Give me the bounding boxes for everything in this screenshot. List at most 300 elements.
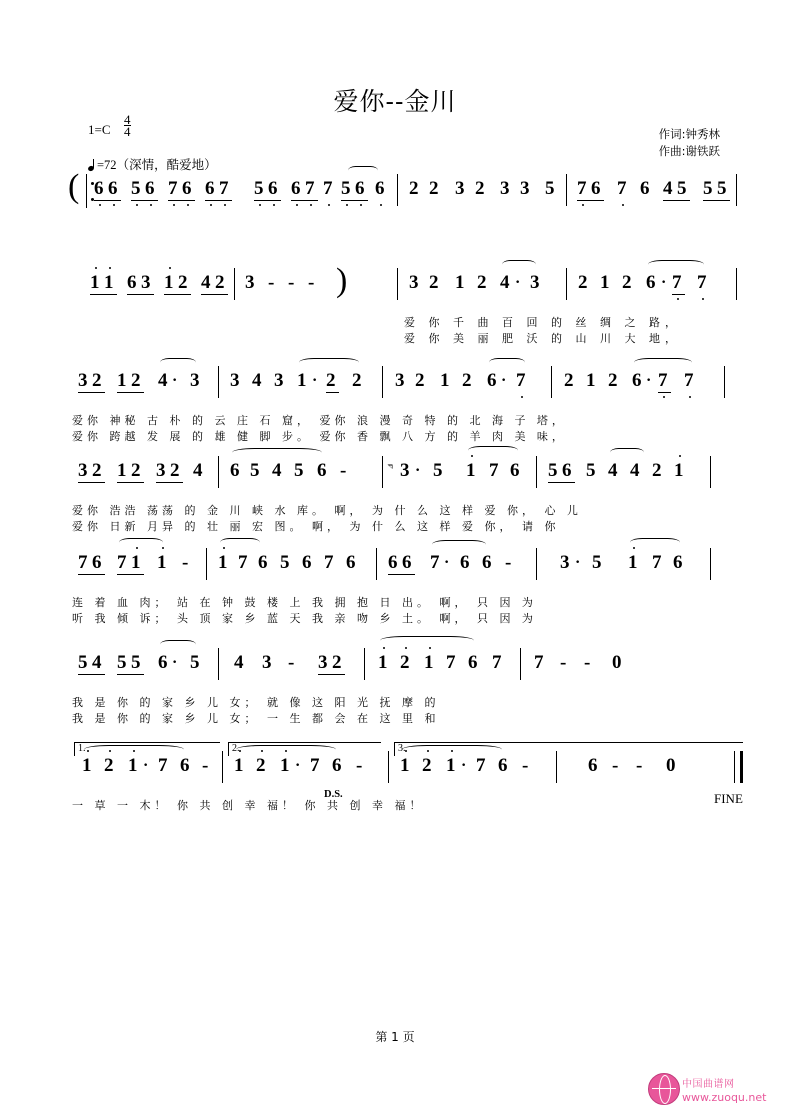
note: 6 (332, 755, 342, 776)
note: 5 (548, 460, 558, 481)
note: 7 (323, 178, 333, 199)
barline (364, 648, 365, 680)
note: 5 (131, 178, 141, 199)
octave-dot-above (679, 455, 681, 457)
time-signature-numerator: 4 (124, 112, 131, 127)
beam-line (318, 674, 345, 675)
lyric-line: 爱 你 美 丽 肥 沃 的 山 川 大 地， (404, 332, 681, 345)
octave-dot-below (273, 204, 275, 206)
note: 7 (489, 460, 499, 481)
note: 6 (158, 652, 168, 673)
note: 2 (400, 652, 410, 673)
beam-line (663, 200, 690, 201)
note: 1 (90, 272, 100, 293)
note: 6 (355, 178, 365, 199)
octave-dot-above (429, 647, 431, 649)
site-logo (648, 1069, 776, 1109)
note: 6 (498, 755, 508, 776)
note: 7 (310, 755, 320, 776)
note: 1 (600, 272, 610, 293)
beam-line (94, 200, 121, 201)
note: 2 (429, 178, 439, 199)
note: 3 (409, 272, 419, 293)
note: 4 (234, 652, 244, 673)
beam-line (131, 200, 158, 201)
tempo-marking (88, 155, 217, 173)
note: 2 (131, 460, 141, 481)
beam-line (388, 574, 415, 575)
beam-line (341, 200, 368, 201)
quarter-note-icon (88, 159, 97, 171)
tie-dash: - (288, 272, 295, 293)
beam-line (78, 674, 105, 675)
note: 7 (117, 552, 127, 573)
note: 2 (170, 460, 180, 481)
barline (724, 366, 725, 398)
repeat-end-paren: ) (336, 262, 348, 299)
note: 6 (673, 552, 683, 573)
note: 6 (588, 755, 598, 776)
tie-dash: - (560, 652, 567, 673)
note: 6 (108, 178, 118, 199)
note: 4 (252, 370, 262, 391)
slur (299, 358, 359, 367)
note: 1 (131, 552, 141, 573)
octave-dot-below (187, 204, 189, 206)
note: 5 (78, 652, 88, 673)
slur (489, 358, 525, 367)
note: 1 (128, 755, 138, 776)
note: 1 (117, 370, 127, 391)
note: 2 (415, 370, 425, 391)
barline (388, 751, 389, 783)
note: 2 (608, 370, 618, 391)
note: 5 (586, 460, 596, 481)
note: 7 (324, 552, 334, 573)
octave-dot-below (99, 204, 101, 206)
note: 1 (378, 652, 388, 673)
note: 3 (190, 370, 200, 391)
tie-dash: - (182, 552, 189, 573)
lyric-line: 爱你 浩浩 荡荡 的 金 川 峡 水 库。 啊， 为 什 么 这 样 爱 你， 心 儿 (72, 504, 582, 517)
note: 4 (630, 460, 640, 481)
note: 6 (291, 178, 301, 199)
beam-line (78, 482, 105, 483)
fine-marking: FINE (714, 791, 743, 806)
octave-dot-below (622, 204, 624, 206)
octave-dot-below (521, 396, 523, 398)
augmentation-dot: · (515, 274, 521, 291)
note: 4 (272, 460, 282, 481)
barline (566, 268, 567, 300)
note: 7 (446, 652, 456, 673)
volta-label-3: 3. (398, 743, 406, 754)
segno-icon: 𝅐 (387, 450, 394, 474)
note: 7 (78, 552, 88, 573)
note: 6 (127, 272, 137, 293)
augmentation-dot: · (461, 757, 467, 774)
note: 0 (666, 755, 676, 776)
octave-dot-below (113, 204, 115, 206)
note: 6 (388, 552, 398, 573)
note: 2 (564, 370, 574, 391)
note: 5 (131, 652, 141, 673)
octave-dot-below (210, 204, 212, 206)
barline (710, 548, 711, 580)
slur (232, 448, 322, 457)
barline (566, 174, 567, 206)
note: 2 (92, 460, 102, 481)
beam-line (548, 482, 575, 483)
note: 1 (466, 460, 476, 481)
note: 6 (92, 552, 102, 573)
beam-line (117, 674, 144, 675)
octave-dot-below (663, 396, 665, 398)
slur (119, 538, 163, 547)
note: 7 (430, 552, 440, 573)
beam-line (254, 200, 281, 201)
note: 7 (534, 652, 544, 673)
octave-dot-below (259, 204, 261, 206)
note: 6 (317, 460, 327, 481)
note: 3 (78, 370, 88, 391)
note: 4 (92, 652, 102, 673)
slur (220, 538, 260, 547)
logo-text-url: www.zuoqu.net (682, 1091, 767, 1104)
tie-dash: - (308, 272, 315, 293)
barline (382, 366, 383, 398)
note: 6 (182, 178, 192, 199)
note: 2 (178, 272, 188, 293)
augmentation-dot: · (295, 757, 301, 774)
augmentation-dot: · (661, 274, 667, 291)
note: 1 (117, 460, 127, 481)
beam-line (201, 294, 228, 295)
credit-lyricist: 作词:钟秀林 (658, 127, 720, 141)
slur (610, 448, 644, 457)
note: 2 (652, 460, 662, 481)
note: 1 (455, 272, 465, 293)
note: 7 (617, 178, 627, 199)
note: 6 (562, 460, 572, 481)
beam-line (703, 200, 730, 201)
slur (160, 640, 196, 649)
augmentation-dot: · (415, 462, 421, 479)
note: 1 (280, 755, 290, 776)
time-signature-denominator: 4 (124, 124, 131, 139)
slur (236, 745, 336, 754)
note: 5 (280, 552, 290, 573)
lyric-line: 爱你 日新 月异 的 壮 丽 宏 图。 啊， 为 什 么 这 样 爱 你， 请 你 (72, 520, 560, 533)
note: 1 (674, 460, 684, 481)
note: 1 (424, 652, 434, 673)
note: 1 (164, 272, 174, 293)
note: 7 (238, 552, 248, 573)
note: 2 (215, 272, 225, 293)
tie-dash: - (612, 755, 619, 776)
octave-dot-above (95, 267, 97, 269)
note: 1 (104, 272, 114, 293)
note: 5 (433, 460, 443, 481)
octave-dot-above (471, 455, 473, 457)
repeat-start-barline: ( (68, 168, 80, 205)
octave-dot-below (582, 204, 584, 206)
augmentation-dot: · (646, 372, 652, 389)
barline (218, 366, 219, 398)
slur (648, 260, 704, 269)
note: 6 (375, 178, 385, 199)
note: 7 (219, 178, 229, 199)
beam-line (164, 294, 191, 295)
note: 7 (652, 552, 662, 573)
barline (382, 456, 383, 488)
note: 6 (487, 370, 497, 391)
note: 3 (245, 272, 255, 293)
note: 1 (586, 370, 596, 391)
note: 5 (703, 178, 713, 199)
beam-line (78, 574, 105, 575)
lyric-line: 爱 你 千 曲 百 回 的 丝 绸 之 路， (404, 316, 681, 329)
note: 2 (352, 370, 362, 391)
beam-line (326, 392, 339, 393)
note: 2 (104, 755, 114, 776)
note: 3 (156, 460, 166, 481)
beam-line (127, 294, 154, 295)
tie-dash: - (288, 652, 295, 673)
note: 7 (658, 370, 668, 391)
note: 5 (677, 178, 687, 199)
credit-composer: 作曲:谢铁跃 (658, 144, 720, 158)
note: 3 (400, 460, 410, 481)
octave-dot-below (380, 204, 382, 206)
note: 3 (530, 272, 540, 293)
note: 1 (218, 552, 228, 573)
octave-dot-above (169, 267, 171, 269)
barline (218, 456, 219, 488)
tie-dash: - (268, 272, 275, 293)
octave-dot-above (633, 547, 635, 549)
note: 3 (274, 370, 284, 391)
note: 4 (201, 272, 211, 293)
slur (630, 538, 680, 547)
note: 3 (395, 370, 405, 391)
volta-label-1: 1. (78, 743, 86, 754)
time-signature (124, 114, 131, 137)
note: 6 (646, 272, 656, 293)
barline (536, 456, 537, 488)
beam-line (117, 392, 144, 393)
credits (659, 126, 720, 160)
octave-dot-below (224, 204, 226, 206)
lyric-line: 连 着 血 肉； 站 在 钟 鼓 楼 上 我 拥 抱 日 出。 啊， 只 因 为 (72, 596, 537, 609)
note: 3 (500, 178, 510, 199)
note: 6 (632, 370, 642, 391)
slur (160, 358, 196, 367)
note: 3 (78, 460, 88, 481)
note: 7 (697, 272, 707, 293)
beam-line (577, 200, 604, 201)
volta-label-2: 2. (232, 743, 240, 754)
note: 5 (190, 652, 200, 673)
octave-dot-below (328, 204, 330, 206)
octave-dot-above (383, 647, 385, 649)
note: 1 (297, 370, 307, 391)
note: 6 (94, 178, 104, 199)
note: 3 (520, 178, 530, 199)
note: 6 (302, 552, 312, 573)
expression-marking: （深情，酷爱地） (116, 158, 217, 172)
augmentation-dot: · (501, 372, 507, 389)
barline (736, 174, 737, 206)
note: 2 (326, 370, 336, 391)
note: 5 (117, 652, 127, 673)
note: 1 (440, 370, 450, 391)
final-barline (734, 751, 735, 783)
barline (222, 751, 223, 783)
note: 2 (131, 370, 141, 391)
note: 6 (460, 552, 470, 573)
lyric-line: 爱你 神秘 古 朴 的 云 庄 石 窟， 爱你 浪 漫 奇 特 的 北 海 子 塔， (72, 414, 567, 427)
slur (432, 540, 486, 549)
note: 6 (230, 460, 240, 481)
augmentation-dot: · (172, 372, 178, 389)
note: 2 (477, 272, 487, 293)
note: 7 (492, 652, 502, 673)
beam-line (658, 392, 671, 393)
slur (468, 446, 518, 455)
note: 6 (145, 178, 155, 199)
tie-dash: - (202, 755, 209, 776)
note: 6 (468, 652, 478, 673)
note: 5 (341, 178, 351, 199)
note: 2 (462, 370, 472, 391)
note: 4 (663, 178, 673, 199)
note: 2 (429, 272, 439, 293)
note: 3 (318, 652, 328, 673)
note: 1 (157, 552, 167, 573)
octave-dot-below (310, 204, 312, 206)
globe-icon (648, 1073, 680, 1105)
barline (736, 268, 737, 300)
ds-marking: D.S. (324, 789, 343, 800)
octave-dot-below (689, 396, 691, 398)
note: 2 (622, 272, 632, 293)
slur (502, 260, 536, 269)
note: 4 (500, 272, 510, 293)
barline (86, 174, 87, 208)
lyric-line: 听 我 倾 诉； 头 顶 家 乡 蓝 天 我 亲 吻 乡 土。 啊， 只 因 为 (72, 612, 537, 625)
octave-dot-below (150, 204, 152, 206)
barline (520, 648, 521, 680)
note: 6 (510, 460, 520, 481)
tie-dash: - (505, 552, 512, 573)
page-title: 爱你--金川 (333, 87, 457, 116)
note: 6 (180, 755, 190, 776)
slur (84, 745, 184, 754)
note: 7 (684, 370, 694, 391)
octave-dot-above (109, 267, 111, 269)
octave-dot-below (136, 204, 138, 206)
tie-dash: - (584, 652, 591, 673)
key-signature: 1=C (88, 122, 111, 137)
note: 3 (560, 552, 570, 573)
octave-dot-above (162, 547, 164, 549)
barline (556, 751, 557, 783)
tempo-value: =72 (97, 158, 117, 172)
note: 5 (250, 460, 260, 481)
octave-dot-above (136, 547, 138, 549)
note: 1 (400, 755, 410, 776)
note: 1 (628, 552, 638, 573)
tie-dash: - (522, 755, 529, 776)
note: 7 (516, 370, 526, 391)
note: 0 (612, 652, 622, 673)
barline (551, 366, 552, 398)
beam-line (117, 482, 144, 483)
final-barline-thick (740, 751, 743, 783)
octave-dot-below (360, 204, 362, 206)
note: 6 (205, 178, 215, 199)
note: 5 (717, 178, 727, 199)
note: 7 (577, 178, 587, 199)
barline (234, 268, 235, 300)
note: 5 (254, 178, 264, 199)
beam-line (78, 392, 105, 393)
note: 1 (234, 755, 244, 776)
note: 7 (672, 272, 682, 293)
note: 1 (82, 755, 92, 776)
note: 6 (482, 552, 492, 573)
note: 4 (193, 460, 203, 481)
note: 6 (640, 178, 650, 199)
note: 2 (409, 178, 419, 199)
barline (397, 174, 398, 206)
note: 5 (592, 552, 602, 573)
tie-dash: - (356, 755, 363, 776)
octave-dot-below (702, 298, 704, 300)
beam-line (168, 200, 195, 201)
augmentation-dot: · (172, 654, 178, 671)
note: 7 (476, 755, 486, 776)
barline (710, 456, 711, 488)
slur (634, 358, 692, 367)
beam-line (672, 294, 685, 295)
octave-dot-below (677, 298, 679, 300)
tie-dash: - (636, 755, 643, 776)
note: 7 (158, 755, 168, 776)
beam-line (156, 482, 183, 483)
augmentation-dot: · (312, 372, 318, 389)
barline (206, 548, 207, 580)
note: 6 (268, 178, 278, 199)
barline (376, 548, 377, 580)
note: 4 (158, 370, 168, 391)
lyric-line: 我 是 你 的 家 乡 儿 女； 就 像 这 阳 光 抚 摩 的 (72, 696, 440, 709)
note: 6 (591, 178, 601, 199)
barline (536, 548, 537, 580)
note: 3 (455, 178, 465, 199)
beam-line (205, 200, 232, 201)
note: 3 (262, 652, 272, 673)
slur (380, 636, 474, 645)
note: 2 (578, 272, 588, 293)
logo-text-cn: 中国曲谱网 (682, 1079, 735, 1090)
lyric-line: 爱你 跨越 发 展 的 雄 健 脚 步。 爱你 香 飘 八 方 的 羊 肉 美 味， (72, 430, 567, 443)
note: 3 (230, 370, 240, 391)
beam-line (117, 574, 144, 575)
octave-dot-above (405, 647, 407, 649)
note: 1 (446, 755, 456, 776)
